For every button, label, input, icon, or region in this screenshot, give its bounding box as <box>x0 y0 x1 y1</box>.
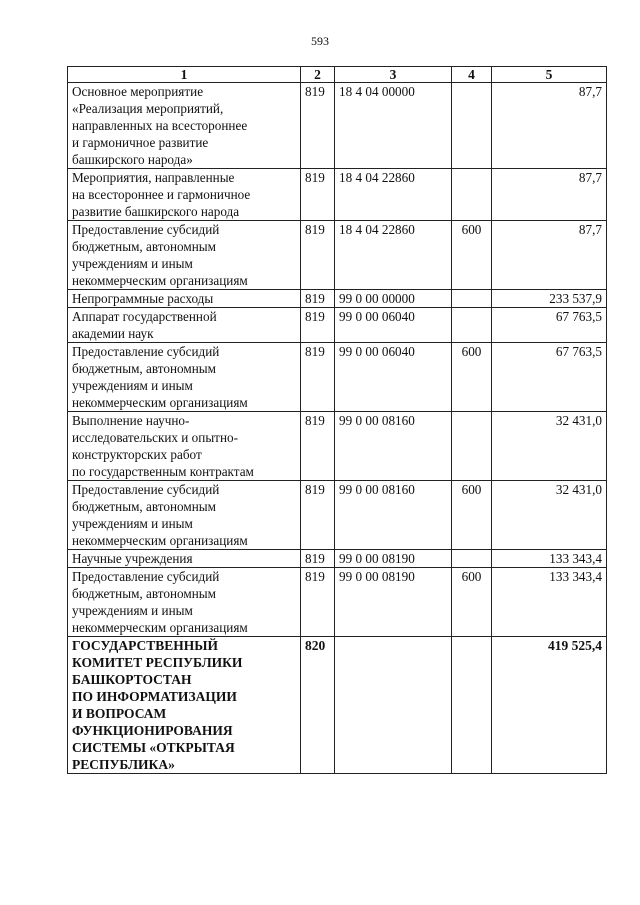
row-amount-cell: 133 343,4 <box>492 568 607 637</box>
table-row <box>68 308 607 343</box>
row-type-cell <box>452 412 492 481</box>
row-amount-cell: 32 431,0 <box>492 481 607 550</box>
row-type-cell <box>452 550 492 568</box>
row-name-line: учреждениям и иным <box>72 603 193 618</box>
row-name-line: Аппарат государственной <box>72 309 217 324</box>
row-name-cell <box>68 290 301 308</box>
table-row <box>68 221 607 290</box>
row-admin-cell: 820 <box>301 637 335 774</box>
header-col-1: 1 <box>68 67 301 83</box>
row-name-line: некоммерческим организациям <box>72 533 248 548</box>
header-row <box>68 67 607 83</box>
row-name-line: РЕСПУБЛИКА» <box>72 757 175 772</box>
row-type-cell <box>452 83 492 169</box>
row-name-line: Предоставление субсидий <box>72 344 220 359</box>
row-name-line: ПО ИНФОРМАТИЗАЦИИ <box>72 689 237 704</box>
row-name-line: СИСТЕМЫ «ОТКРЫТАЯ <box>72 740 235 755</box>
header-col-3: 3 <box>335 67 452 83</box>
table-body <box>68 83 607 774</box>
row-name-line: некоммерческим организациям <box>72 273 248 288</box>
row-type-cell <box>452 290 492 308</box>
row-type-cell: 600 <box>452 343 492 412</box>
row-code-cell: 18 4 04 22860 <box>335 169 452 221</box>
row-code-cell: 18 4 04 00000 <box>335 83 452 169</box>
row-name-line: бюджетным, автономным <box>72 499 216 514</box>
row-name-line: Предоставление субсидий <box>72 482 220 497</box>
row-name-line: Мероприятия, направленные <box>72 170 235 185</box>
row-amount-cell: 67 763,5 <box>492 308 607 343</box>
table-row <box>68 481 607 550</box>
row-name-cell <box>68 481 301 550</box>
row-name-line: Предоставление субсидий <box>72 569 220 584</box>
row-amount-cell: 32 431,0 <box>492 412 607 481</box>
row-type-cell <box>452 637 492 774</box>
table-header <box>68 67 607 83</box>
row-admin-cell: 819 <box>301 83 335 169</box>
row-type-cell: 600 <box>452 481 492 550</box>
row-name-line: конструкторских работ <box>72 447 202 462</box>
row-type-cell: 600 <box>452 568 492 637</box>
row-code-cell: 99 0 00 08190 <box>335 550 452 568</box>
row-name-line: исследовательских и опытно- <box>72 430 238 445</box>
row-name-line: учреждениям и иным <box>72 256 193 271</box>
row-code-cell <box>335 637 452 774</box>
row-admin-cell: 819 <box>301 412 335 481</box>
row-name-line: некоммерческим организациям <box>72 395 248 410</box>
row-name-cell <box>68 412 301 481</box>
row-name-line: Непрограммные расходы <box>72 291 214 306</box>
row-type-cell <box>452 169 492 221</box>
row-amount-cell: 67 763,5 <box>492 343 607 412</box>
header-col-4: 4 <box>452 67 492 83</box>
row-name-cell <box>68 169 301 221</box>
row-name-line: академии наук <box>72 326 154 341</box>
row-name-line: «Реализация мероприятий, <box>72 101 224 116</box>
row-admin-cell: 819 <box>301 568 335 637</box>
row-amount-cell: 87,7 <box>492 169 607 221</box>
row-type-cell: 600 <box>452 221 492 290</box>
row-name-line: на всестороннее и гармоничное <box>72 187 251 202</box>
row-code-cell: 99 0 00 00000 <box>335 290 452 308</box>
table-row <box>68 550 607 568</box>
row-code-cell: 99 0 00 06040 <box>335 343 452 412</box>
row-name-line: Научные учреждения <box>72 551 193 566</box>
row-name-line: И ВОПРОСАМ <box>72 706 167 721</box>
budget-table <box>67 66 607 774</box>
row-name-line: ГОСУДАРСТВЕННЫЙ <box>72 638 219 653</box>
row-admin-cell: 819 <box>301 481 335 550</box>
row-name-line: учреждениям и иным <box>72 516 193 531</box>
row-name-cell <box>68 308 301 343</box>
row-name-line: учреждениям и иным <box>72 378 193 393</box>
row-code-cell: 99 0 00 08190 <box>335 568 452 637</box>
header-col-5: 5 <box>492 67 607 83</box>
table-row <box>68 83 607 169</box>
row-name-cell <box>68 637 301 774</box>
row-name-cell <box>68 550 301 568</box>
table-row <box>68 343 607 412</box>
row-admin-cell: 819 <box>301 169 335 221</box>
row-name-line: БАШКОРТОСТАН <box>72 672 192 687</box>
row-name-cell <box>68 221 301 290</box>
row-admin-cell: 819 <box>301 550 335 568</box>
row-name-line: бюджетным, автономным <box>72 586 216 601</box>
row-name-line: Основное мероприятие <box>72 84 204 99</box>
row-name-line: башкирского народа» <box>72 152 193 167</box>
row-admin-cell: 819 <box>301 290 335 308</box>
row-admin-cell: 819 <box>301 308 335 343</box>
row-name-line: бюджетным, автономным <box>72 361 216 376</box>
row-name-line: ФУНКЦИОНИРОВАНИЯ <box>72 723 233 738</box>
row-name-line: некоммерческим организациям <box>72 620 248 635</box>
row-amount-cell: 133 343,4 <box>492 550 607 568</box>
table-row <box>68 290 607 308</box>
row-name-line: Предоставление субсидий <box>72 222 220 237</box>
row-name-line: бюджетным, автономным <box>72 239 216 254</box>
table-row <box>68 568 607 637</box>
row-code-cell: 18 4 04 22860 <box>335 221 452 290</box>
row-name-line: направленных на всестороннее <box>72 118 248 133</box>
header-col-2: 2 <box>301 67 335 83</box>
row-name-line: развитие башкирского народа <box>72 204 240 219</box>
row-code-cell: 99 0 00 06040 <box>335 308 452 343</box>
row-name-cell <box>68 83 301 169</box>
row-amount-cell: 419 525,4 <box>492 637 607 774</box>
row-name-cell <box>68 568 301 637</box>
page-number: 593 <box>311 34 329 48</box>
row-amount-cell: 87,7 <box>492 221 607 290</box>
row-name-cell <box>68 343 301 412</box>
row-type-cell <box>452 308 492 343</box>
table-row <box>68 412 607 481</box>
row-code-cell: 99 0 00 08160 <box>335 481 452 550</box>
row-name-line: по государственным контрактам <box>72 464 254 479</box>
row-admin-cell: 819 <box>301 221 335 290</box>
row-code-cell: 99 0 00 08160 <box>335 412 452 481</box>
row-amount-cell: 87,7 <box>492 83 607 169</box>
table-row <box>68 169 607 221</box>
table-row <box>68 637 607 774</box>
row-name-line: КОМИТЕТ РЕСПУБЛИКИ <box>72 655 243 670</box>
row-name-line: Выполнение научно- <box>72 413 190 428</box>
row-name-line: и гармоничное развитие <box>72 135 209 150</box>
row-admin-cell: 819 <box>301 343 335 412</box>
row-amount-cell: 233 537,9 <box>492 290 607 308</box>
